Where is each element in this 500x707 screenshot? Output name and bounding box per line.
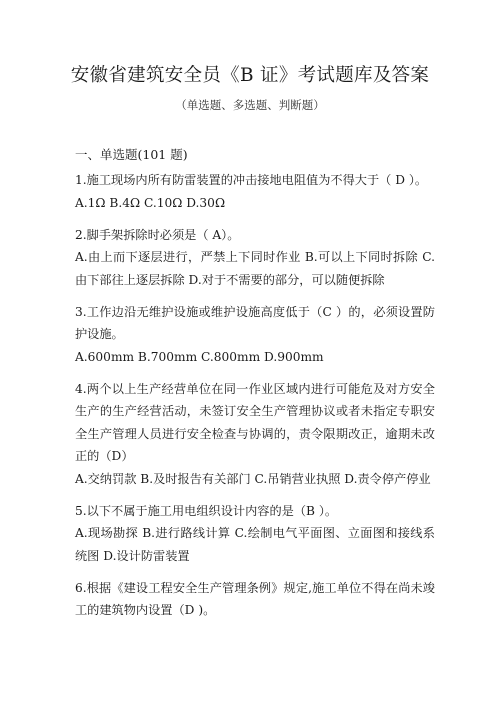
- question-stem: 5.以下不属于施工用电组织设计内容的是（B ）。: [75, 503, 338, 518]
- document-subtitle: （单选题、多选题、判断题）: [175, 98, 325, 112]
- question-item: [75, 224, 435, 292]
- question-stem: 4.两个以上生产经营单位在同一作业区域内进行可能危及对方安全生产的生产经营活动，未签订安全生产管理协议或者未指定专职安全生产管理人员进行安全检查与协调的，责令限期改正，逾期未改正的（D）: [75, 381, 435, 463]
- question-item: [75, 500, 435, 568]
- question-options: A.由上而下逐层进行，严禁上下同时作业 B.可以上下同时拆除 C.由下部往上逐层拆除 D.对于不需要的部分，可以随便拆除: [75, 250, 435, 287]
- question-stem: 2.脚手架拆除时必须是（ A）。: [75, 227, 240, 242]
- question-stem: 1.施工现场内所有防雷装置的冲击接地电阻值为不得大于（ D ）。: [75, 173, 428, 187]
- question-options: A.交纳罚款 B.及时报告有关部门 C.吊销营业执照 D.责令停产停业: [75, 471, 431, 486]
- section-heading: 一、单选题(101 题): [75, 147, 188, 162]
- document-title: 安徽省建筑安全员《B 证》考试题库及答案: [70, 65, 430, 86]
- question-item: [75, 301, 435, 369]
- question-list: [75, 169, 435, 631]
- question-options: A.现场勘探 B.进行路线计算 C.绘制电气平面图、立面图和接线系统图 D.设计防雷装置: [75, 526, 435, 563]
- question-item: [75, 378, 435, 491]
- question-options: A.600mm B.700mm C.800mm D.900mm: [75, 349, 324, 364]
- question-item: [75, 577, 435, 622]
- question-options: A.1Ω B.4Ω C.10Ω D.30Ω: [75, 195, 226, 210]
- question-stem: 3.工作边沿无维护设施或维护设施高度低于（C ）的，必须设置防护设施。: [75, 304, 435, 341]
- question-stem: 6.根据《建设工程安全生产管理条例》规定,施工单位不得在尚未竣工的建筑物内设置（D )。: [75, 580, 435, 617]
- question-item: [75, 169, 435, 214]
